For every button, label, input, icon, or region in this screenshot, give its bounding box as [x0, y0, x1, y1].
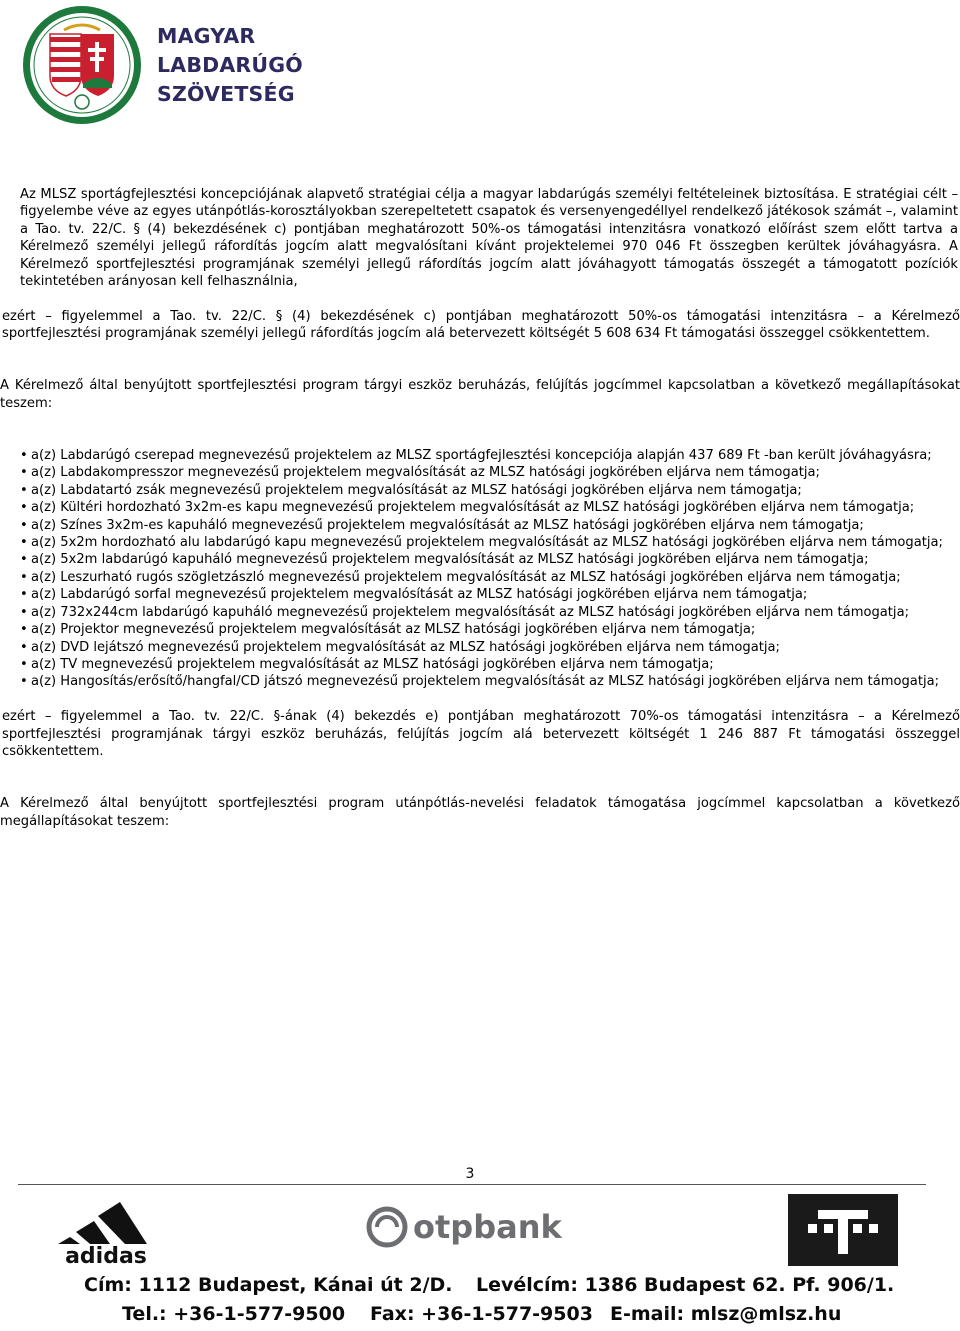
paragraph-equipment-reduction: ezért – figyelemmel a Tao. tv. 22/C. §-ának (4) bekezdés e) pontjában meghatározott 70%-os támogatási intenzitásra – a Kérelmező sportfejlesztési programjának tárgyi eszköz beruházás, felújítás jogcím alá betervezett költségét 1 246 887 Ft támogatási összeggel csökkentettem. — [2, 709, 960, 759]
footer-fax: Fax: +36-1-577-9503 — [370, 1303, 593, 1325]
finding-list-item — [0, 551, 960, 568]
bullet-icon: • — [20, 639, 28, 655]
finding-list-item — [0, 621, 960, 638]
sponsor-strip — [0, 1190, 960, 1270]
otpbank-logo-icon — [365, 1202, 585, 1252]
finding-text: a(z) 5x2m hordozható alu labdarúgó kapu megnevezésű projektelem megvalósítását az MLSZ hatósági jogkörében eljárva nem támogatja; — [31, 535, 943, 551]
bullet-icon: • — [20, 482, 28, 498]
otpbank-wordmark: otpbank — [413, 1208, 562, 1246]
footer-divider — [18, 1184, 926, 1185]
finding-text: a(z) Labdarúgó sorfal megnevezésű projektelem megvalósítását az MLSZ hatósági jogkörében eljárva nem támogatja; — [31, 587, 808, 603]
finding-list-item — [0, 586, 960, 603]
finding-text: a(z) Kültéri hordozható 3x2m-es kapu megnevezésű projektelem megvalósítását az MLSZ hatósági jogkörében eljárva nem támogatja; — [31, 500, 915, 516]
adidas-logo-icon — [50, 1190, 162, 1266]
finding-list-item — [0, 464, 960, 481]
bullet-icon: • — [20, 604, 28, 620]
bullet-icon: • — [20, 569, 28, 585]
org-name — [157, 22, 303, 109]
bullet-icon: • — [20, 500, 28, 516]
bullet-icon: • — [20, 517, 28, 533]
finding-list-item — [0, 604, 960, 621]
bullet-icon: • — [20, 552, 28, 568]
finding-list-item — [0, 482, 960, 499]
finding-text: a(z) 5x2m labdarúgó kapuháló megnevezésű projektelem megvalósítását az MLSZ hatósági jogkörében eljárva nem támogatja; — [31, 552, 869, 568]
finding-text: a(z) Labdarúgó cserepad megnevezésű projektelem az MLSZ sportágfejlesztési koncepciója alapján 437 689 Ft -ban került jóváhagyásra; — [31, 448, 932, 464]
finding-text: a(z) DVD lejátszó megnevezésű projektelem megvalósítását az MLSZ hatósági jogkörében eljárva nem támogatja; — [31, 639, 780, 655]
finding-list-item — [0, 569, 960, 586]
finding-text: a(z) Hangosítás/erősítő/hangfal/CD játszó megnevezésű projektelem megvalósítását az MLSZ hatósági jogkörében eljárva nem támogatja; — [31, 674, 940, 690]
finding-list-item — [0, 517, 960, 534]
finding-text: a(z) Projektor megnevezésű projektelem megvalósítását az MLSZ hatósági jogkörében eljárva nem támogatja; — [31, 622, 756, 638]
finding-text: a(z) 732x244cm labdarúgó kapuháló megnevezésű projektelem megvalósítását az MLSZ hatósági jogkörében eljárva nem támogatja; — [31, 604, 910, 620]
mlsz-crest-icon — [20, 4, 144, 126]
footer-email: E-mail: mlsz@mlsz.hu — [610, 1303, 842, 1325]
bullet-icon: • — [20, 448, 28, 464]
footer-mail-address: Levélcím: 1386 Budapest 62. Pf. 906/1. — [476, 1274, 895, 1296]
finding-list-item — [0, 534, 960, 551]
equipment-findings-list — [0, 447, 960, 691]
finding-list-item — [0, 656, 960, 673]
footer-address: Cím: 1112 Budapest, Kánai út 2/D. — [84, 1274, 453, 1296]
telekom-logo-icon — [788, 1194, 898, 1266]
finding-list-item — [0, 447, 960, 464]
finding-list-item — [0, 639, 960, 656]
finding-text: a(z) Labdakompresszor megnevezésű projektelem megvalósítását az MLSZ hatósági jogkörében eljárva nem támogatja; — [31, 465, 820, 481]
bullet-icon: • — [20, 656, 28, 672]
paragraph-youth-intro: A Kérelmező által benyújtott sportfejlesztési program utánpótlás-nevelési feladatok támogatása jogcímmel kapcsolatban a következő megállapításokat teszem: — [0, 796, 960, 829]
bullet-icon: • — [20, 622, 28, 638]
bullet-icon: • — [20, 535, 28, 551]
org-name-line-1: MAGYAR — [157, 24, 256, 48]
bullet-icon: • — [20, 674, 28, 690]
mlsz-logo — [20, 4, 320, 126]
org-name-line-3: SZÖVETSÉG — [157, 82, 295, 106]
footer-phone: Tel.: +36-1-577-9500 — [122, 1303, 346, 1325]
finding-text: a(z) Labdatartó zsák megnevezésű projektelem megvalósítását az MLSZ hatósági jogkörében eljárva nem támogatja; — [31, 482, 802, 498]
adidas-wordmark: adidas — [65, 1244, 147, 1266]
finding-text: a(z) TV megnevezésű projektelem megvalósítását az MLSZ hatósági jogkörében eljárva nem támogatja; — [31, 656, 714, 672]
finding-list-item — [0, 499, 960, 516]
paragraph-equipment-intro: A Kérelmező által benyújtott sportfejlesztési program tárgyi eszköz beruházás, felújítás jogcímmel kapcsolatban a következő megállapításokat teszem: — [0, 378, 960, 411]
finding-text: a(z) Színes 3x2m-es kapuháló megnevezésű projektelem megvalósítását az MLSZ hatósági jogkörében eljárva nem támogatja; — [31, 517, 864, 533]
paragraph-personnel-reduction: ezért – figyelemmel a Tao. tv. 22/C. § (4) bekezdésének c) pontjában meghatározott 50%-os támogatási intenzitásra – a Kérelmező sportfejlesztési programjának személyi jellegű ráfordítás jogcím alá betervezett költségét 5 608 634 Ft támogatási összeggel csökkentettem. — [2, 308, 960, 342]
org-name-line-2: LABDARÚGÓ — [157, 53, 303, 77]
document-body — [0, 186, 960, 830]
finding-text: a(z) Leszurható rugós szögletzászló megnevezésű projektelem megvalósítását az MLSZ hatósági jogkörében eljárva nem támogatja; — [31, 569, 901, 585]
page-number: 3 — [465, 1166, 475, 1182]
paragraph-personnel-costs: Az MLSZ sportágfejlesztési koncepciójának alapvető stratégiai célja a magyar labdarúgás személyi feltételeinek biztosítása. E stratégiai célt – figyelembe véve az egyes utánpótlás-korosztályokban szerepeltetett csapatok és versenyengedéllyel rendelkező játékosok számát –, valamint a Tao. tv. 22/C. § (4) bekezdésének c) pontjában meghatározott 50%-os támogatási intenzitásra vonatkozó előírást szem előtt tartva a Kérelmező személyi jellegű ráfordítás jogcím alatt megvalósítani kívánt projektelemei 970 046 Ft összegben kerültek jóváhagyásra. A Kérelmező sportfejlesztési programjának személyi jellegű ráfordítás jogcím alatt jóváhagyott támogatás összegét a támogatott pozíciók tekintetében arányosan kell felhasználnia, — [20, 187, 958, 290]
finding-list-item — [0, 673, 960, 690]
bullet-icon: • — [20, 465, 28, 481]
bullet-icon: • — [20, 587, 28, 603]
